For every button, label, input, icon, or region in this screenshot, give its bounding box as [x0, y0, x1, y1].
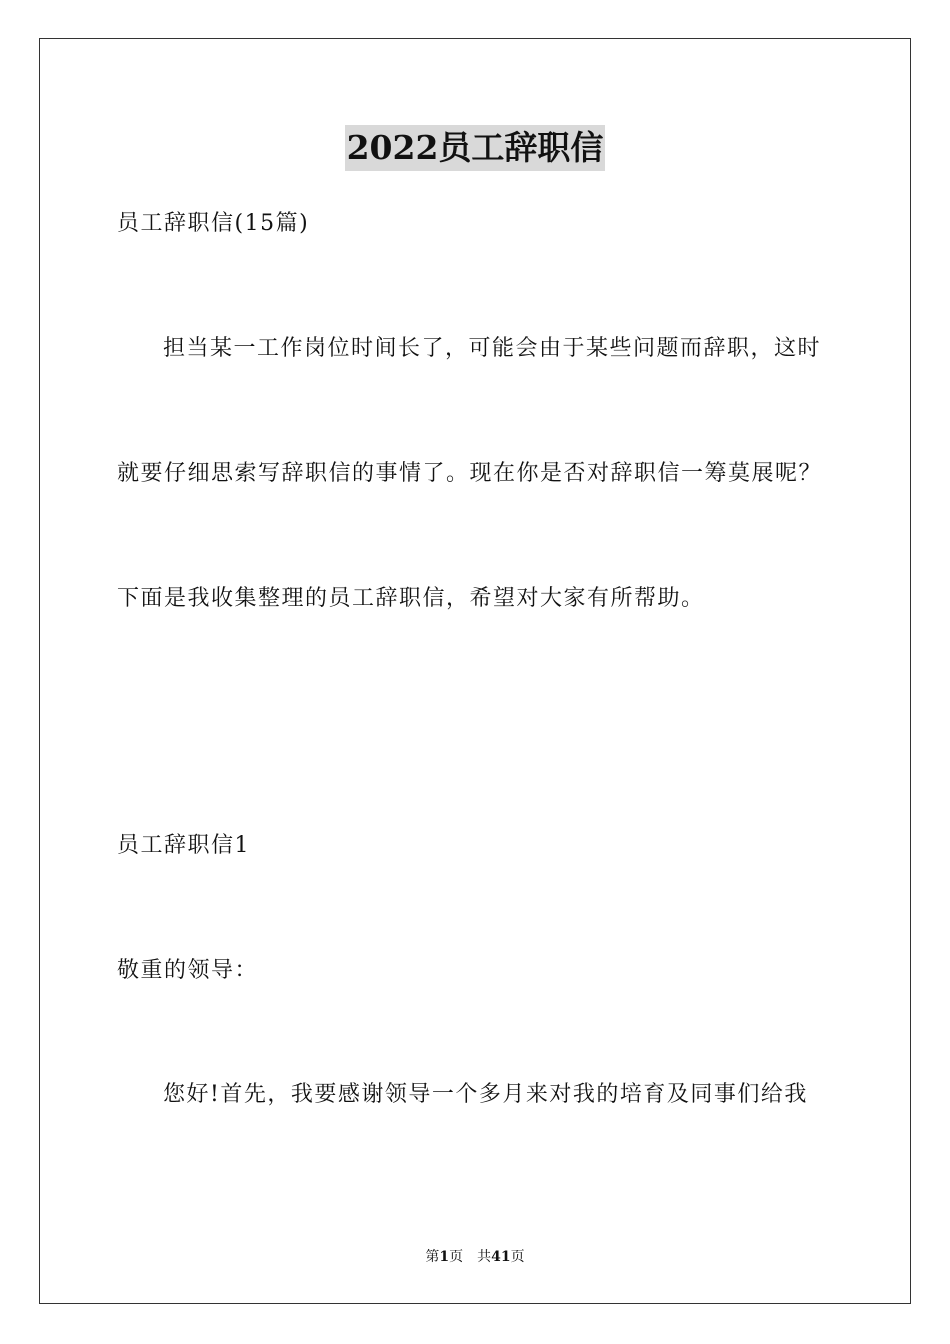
total-prefix: 共	[477, 1249, 492, 1265]
page-number: 1	[439, 1249, 450, 1265]
section-heading: 员工辞职信1	[117, 833, 250, 858]
title-container	[0, 125, 950, 171]
body-paragraph-start: 您好!首先，我要感谢领导一个多月来对我的培育及同事们给我	[163, 1082, 808, 1107]
intro-line-3: 下面是我收集整理的员工辞职信，希望对大家有所帮助。	[117, 586, 705, 611]
page-prefix: 第	[425, 1249, 440, 1265]
total-pages: 41	[491, 1249, 511, 1265]
intro-line-2: 就要仔细思索写辞职信的事情了。现在你是否对辞职信一筹莫展呢？	[117, 461, 823, 486]
intro-line-1: 担当某一工作岗位时间长了，可能会由于某些问题而辞职，这时	[163, 336, 822, 361]
total-suffix: 页	[510, 1249, 525, 1265]
page-suffix: 页	[449, 1249, 464, 1265]
salutation: 敬重的领导：	[117, 958, 259, 983]
document-subtitle: 员工辞职信(15篇)	[117, 211, 310, 236]
document-title: 2022员工辞职信	[345, 125, 606, 171]
page-footer	[0, 1248, 950, 1266]
